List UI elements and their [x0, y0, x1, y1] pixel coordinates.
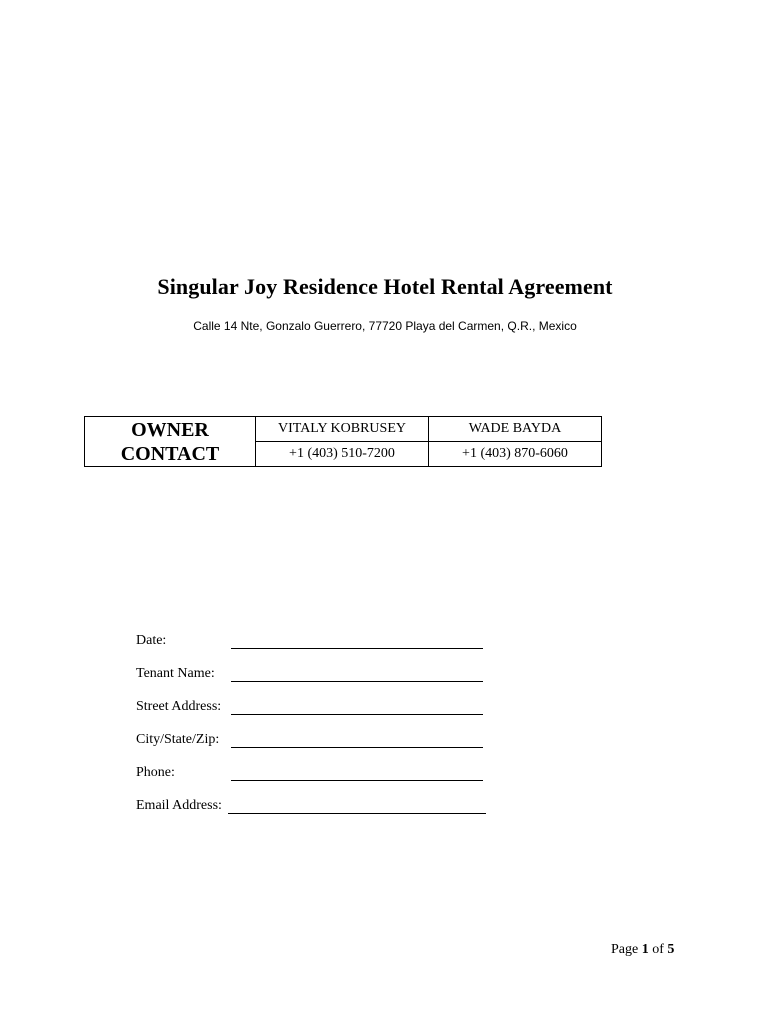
phone-label: Phone:	[136, 765, 175, 780]
hotel-address: Calle 14 Nte, Gonzalo Guerrero, 77720 Playa del Carmen, Q.R., Mexico	[193, 319, 577, 333]
city-state-zip-field[interactable]	[231, 747, 483, 748]
email-label: Email Address:	[136, 798, 222, 813]
street-address-label: Street Address:	[136, 699, 222, 714]
contact-name: WADE BAYDA	[429, 417, 602, 442]
form-row-email	[136, 798, 496, 831]
contact-name: VITALY KOBRUSEY	[256, 417, 429, 442]
tenant-form	[136, 633, 496, 831]
owner-label-line2: CONTACT	[120, 442, 220, 465]
total-pages: 5	[667, 942, 675, 957]
owner-label-line1: OWNER	[131, 418, 209, 441]
page-number	[611, 942, 674, 958]
table-row	[85, 417, 602, 442]
owner-contact-label	[85, 417, 256, 467]
phone-field[interactable]	[231, 780, 483, 781]
date-label: Date:	[136, 633, 167, 648]
page-of: of	[652, 942, 664, 957]
owner-contact-table	[84, 416, 602, 467]
tenant-name-field[interactable]	[231, 681, 483, 682]
current-page: 1	[641, 942, 649, 957]
tenant-name-label: Tenant Name:	[136, 666, 215, 681]
form-row-phone	[136, 765, 496, 798]
form-row-date	[136, 633, 496, 666]
street-address-field[interactable]	[231, 714, 483, 715]
page-prefix: Page	[611, 942, 639, 957]
document-title: Singular Joy Residence Hotel Rental Agreement	[157, 274, 613, 299]
contact-phone: +1 (403) 870-6060	[429, 442, 602, 467]
form-row-street-address	[136, 699, 496, 732]
contact-phone: +1 (403) 510-7200	[256, 442, 429, 467]
form-row-city-state-zip	[136, 732, 496, 765]
email-field[interactable]	[228, 813, 486, 814]
form-row-tenant-name	[136, 666, 496, 699]
city-state-zip-label: City/State/Zip:	[136, 732, 220, 747]
date-field[interactable]	[231, 648, 483, 649]
